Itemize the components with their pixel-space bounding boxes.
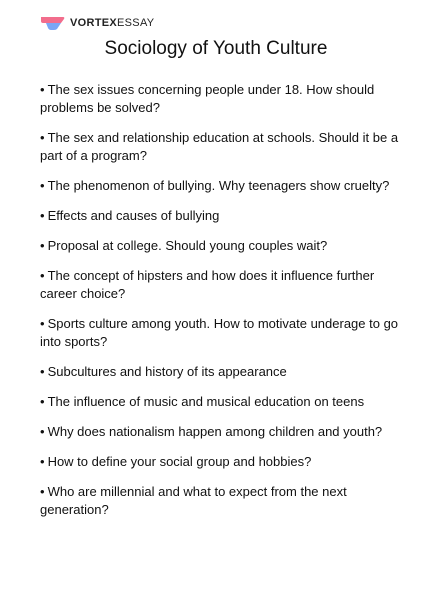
topic-item [40, 129, 404, 165]
bullet-icon: • [40, 268, 45, 283]
topic-item [40, 315, 404, 351]
topic-item [40, 177, 404, 195]
page-title: Sociology of Youth Culture [104, 38, 328, 59]
topic-text: Why does nationalism happen among children and youth? [47, 424, 383, 439]
topic-item [40, 237, 404, 255]
bullet-icon: • [40, 316, 45, 331]
topic-text: How to define your social group and hobbies? [47, 454, 312, 469]
bullet-icon: • [40, 238, 45, 253]
topic-text: The influence of music and musical education on teens [47, 394, 365, 409]
bullet-icon: • [40, 454, 45, 469]
topic-item [40, 81, 404, 117]
topic-text: The sex issues concerning people under 18. How should problems be solved? [40, 82, 375, 115]
topic-item [40, 483, 404, 519]
bullet-icon: • [40, 424, 45, 439]
topic-text: Proposal at college. Should young couples wait? [47, 238, 328, 253]
topic-text: Who are millennial and what to expect from the next generation? [40, 484, 347, 517]
bullet-icon: • [40, 364, 45, 379]
topic-text: The sex and relationship education at schools. Should it be a part of a program? [40, 130, 399, 163]
topic-text: Subcultures and history of its appearance [47, 364, 287, 379]
bullet-icon: • [40, 484, 45, 499]
topic-item [40, 207, 404, 225]
bullet-icon: • [40, 178, 45, 193]
topic-text: The concept of hipsters and how does it influence further career choice? [40, 268, 375, 301]
topic-item [40, 423, 404, 441]
topic-list [40, 81, 404, 531]
topic-text: Effects and causes of bullying [47, 208, 220, 223]
bullet-icon: • [40, 394, 45, 409]
bullet-icon: • [40, 208, 45, 223]
topic-text: Sports culture among youth. How to motivate underage to go into sports? [40, 316, 399, 349]
vortex-logo-icon [40, 15, 66, 31]
topic-item [40, 267, 404, 303]
brand-name: VORTEXESSAY [70, 17, 155, 29]
topic-item [40, 393, 404, 411]
bullet-icon: • [40, 130, 45, 145]
topic-text: The phenomenon of bullying. Why teenagers show cruelty? [47, 178, 390, 193]
brand-header [40, 14, 154, 32]
topic-item [40, 363, 404, 381]
bullet-icon: • [40, 82, 45, 97]
topic-item [40, 453, 404, 471]
